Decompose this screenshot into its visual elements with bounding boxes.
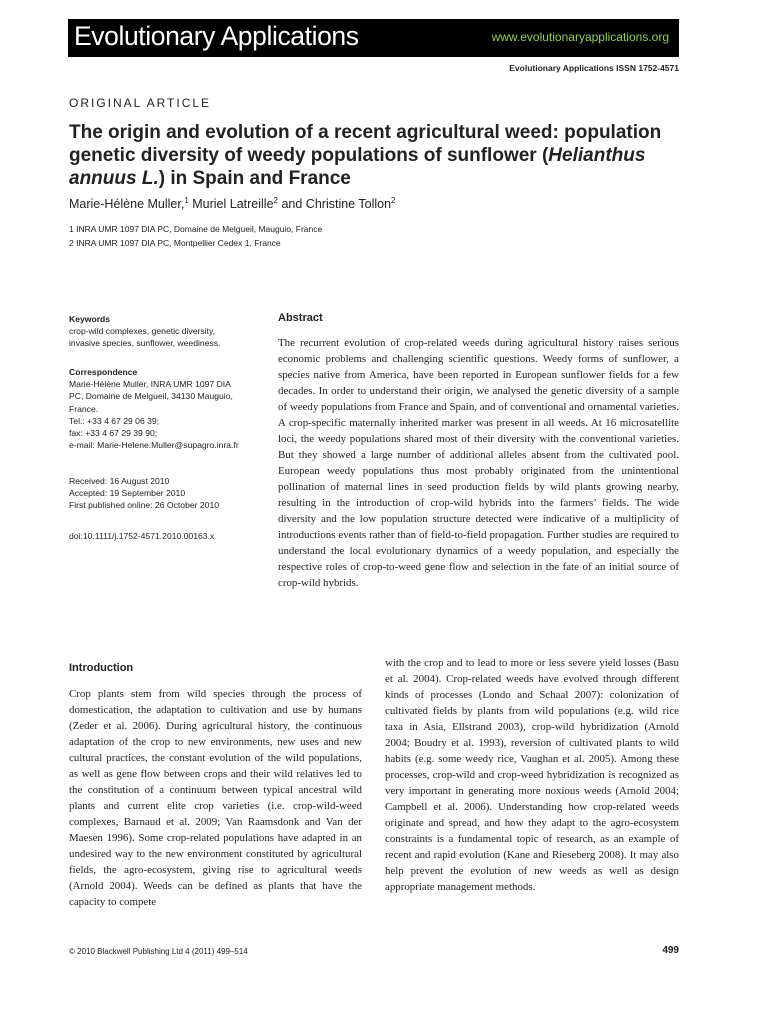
received-date: Received: 16 August 2010 xyxy=(69,476,170,486)
accepted-date: Accepted: 19 September 2010 xyxy=(69,488,186,499)
correspondence-fax: fax: +33 4 67 29 39 90; xyxy=(69,428,158,439)
author-3: and Christine Tollon xyxy=(278,197,392,212)
correspondence-email[interactable]: e-mail: Marie-Helene.Muller@supagro.inra.fr xyxy=(69,440,239,451)
author-2: Muriel Latreille xyxy=(188,197,274,212)
title-part-2: ) in Spain and France xyxy=(158,168,351,189)
page-number: 499 xyxy=(662,945,679,956)
author-1-affiliation: 1 xyxy=(184,196,189,205)
title-part-1: The origin and evolution of a recent agricultural weed: population genetic diversity of weedy populations of sunflower ( xyxy=(69,122,662,166)
abstract-text: The recurrent evolution of crop-related weeds during agricultural history raises serious economic problems and challenging scientific questions. Weedy forms of sunflower, a species native from America, have been reported in European sunflower fields for a few decades. In order to understand their origin, we analysed the genetic diversity of a sample of weedy populations from France and Spain, and of conventional and ornamental varieties. A crop-specific maternally inherited marker was present in all weeds. At 16 microsatellite loci, the weedy populations shared most of their diversity with the conventional varieties. But they showed a large number of additional alleles absent from the cultivated pool. European weedy populations thus most probably originated from the unintentional pollination of maternal lines in seed production fields by wild plants growing nearby, resulting in the introduction of crop-wild hybrids into the farmers’ fields. The wide diversity and the low population structure detected were indicative of a multiplicity of introductions events rather than of field-to-field propagation. Further studies are required to understand the local evolutionary dynamics of a weedy population, and especially the respective roles of crop-to-weed gene flow and selection in the fate of an initial source of crop-wild hybrids. xyxy=(278,337,679,589)
abstract-heading: Abstract xyxy=(278,312,323,324)
keywords-block xyxy=(69,313,264,350)
introduction-column-1: Crop plants stem from wild species through the process of domestication, the adaptation to cultivation and use by humans (Zeder et al. 2006). During agricultural history, the continuous adaptation of the crop to new environments, new uses and new cultural practices, the constant evolution of the wild populations, as well as gene flow between crops and their wild relatives led to the constitution of a continuum between typical ancestral wild plants and current elite crop varieties (i.e. crop-wild-weed complexes, Barnaud et al. 2009; Van Raamsdonk and Van der Maesen 1996). Some crop-related populations have adapted in an undesired way to the new environment constituted by agricultural fields, the agro-ecosystem, giving rise to agricultural weeds (Arnold 2004). Weeds can be defined as plants that have the capacity to compete xyxy=(69,688,362,908)
title-species: Helianthus annuus L. xyxy=(69,145,646,189)
introduction-column-2: with the crop and to lead to more or less severe yield losses (Basu et al. 2004). Crop-related weeds have evolved through different kinds of processes (Londo and Schaal 2007): colonization of cultivated fields by plants from wild populations (e.g. wild rice taxa in Asia, Ellstrand 2003), crop-wild hybridization (Arnold 2004; Boudry et al. 1993), reversion of cultivated plants to wild habits (e.g. some weedy rice, Vaughan et al. 2005). Among these processes, crop-wild and crop-weed hybridization is recognized as very important in generating more noxious weeds (Arnold 2004; Campbell et al. 2006). Understanding how crop-related weeds originate and spread, and how they adapt to the agro-ecosystem constraints is a fundamental topic of research, as an example of recent and rapid evolution (Kane and Rieseberg 2008). It may also help prevent the evolution of new weeds as well as design appropriate management methods. xyxy=(385,657,679,893)
author-2-affiliation: 2 xyxy=(273,196,278,205)
correspondence-heading: Correspondence xyxy=(69,367,138,377)
affiliation-2: 2 INRA UMR 1097 DIA PC, Montpellier Cedex 1, France xyxy=(69,238,281,248)
doi-text[interactable]: doi:10.1111/j.1752-4571.2010.00163.x xyxy=(69,531,215,541)
author-1: Marie-Hélène Muller, xyxy=(69,197,185,212)
keywords-line: invasive species, sunflower, weediness. xyxy=(69,338,221,349)
authors xyxy=(69,196,395,211)
copyright-footer: © 2010 Blackwell Publishing Ltd 4 (2011) 499–514 xyxy=(69,947,248,956)
keywords-heading: Keywords xyxy=(69,314,111,324)
keywords-line: crop-wild complexes, genetic diversity, xyxy=(69,326,215,337)
issn: Evolutionary Applications ISSN 1752-4571 xyxy=(509,63,679,73)
correspondence-line: PC, Domaine de Melgueil, 34130 Mauguio, xyxy=(69,391,233,402)
journal-banner xyxy=(68,19,679,57)
correspondence-line: Marie-Hélène Muller, INRA UMR 1097 DIA xyxy=(69,379,231,390)
author-3-affiliation: 2 xyxy=(391,196,396,205)
journal-url[interactable]: www.evolutionaryapplications.org xyxy=(491,30,669,44)
dates-block xyxy=(69,475,264,512)
article-type: ORIGINAL ARTICLE xyxy=(69,96,212,110)
correspondence-tel: Tel.: +33 4 67 29 06 39; xyxy=(69,415,160,426)
affiliation-1: 1 INRA UMR 1097 DIA PC, Domaine de Melgueil, Mauguio, France xyxy=(69,224,323,234)
correspondence-block xyxy=(69,366,264,451)
article-title xyxy=(69,121,699,190)
introduction-heading: Introduction xyxy=(69,662,134,674)
journal-title: Evolutionary Applications xyxy=(74,21,359,51)
correspondence-line: France. xyxy=(69,403,99,414)
published-date: First published online: 26 October 2010 xyxy=(69,500,220,511)
doi xyxy=(69,530,264,542)
